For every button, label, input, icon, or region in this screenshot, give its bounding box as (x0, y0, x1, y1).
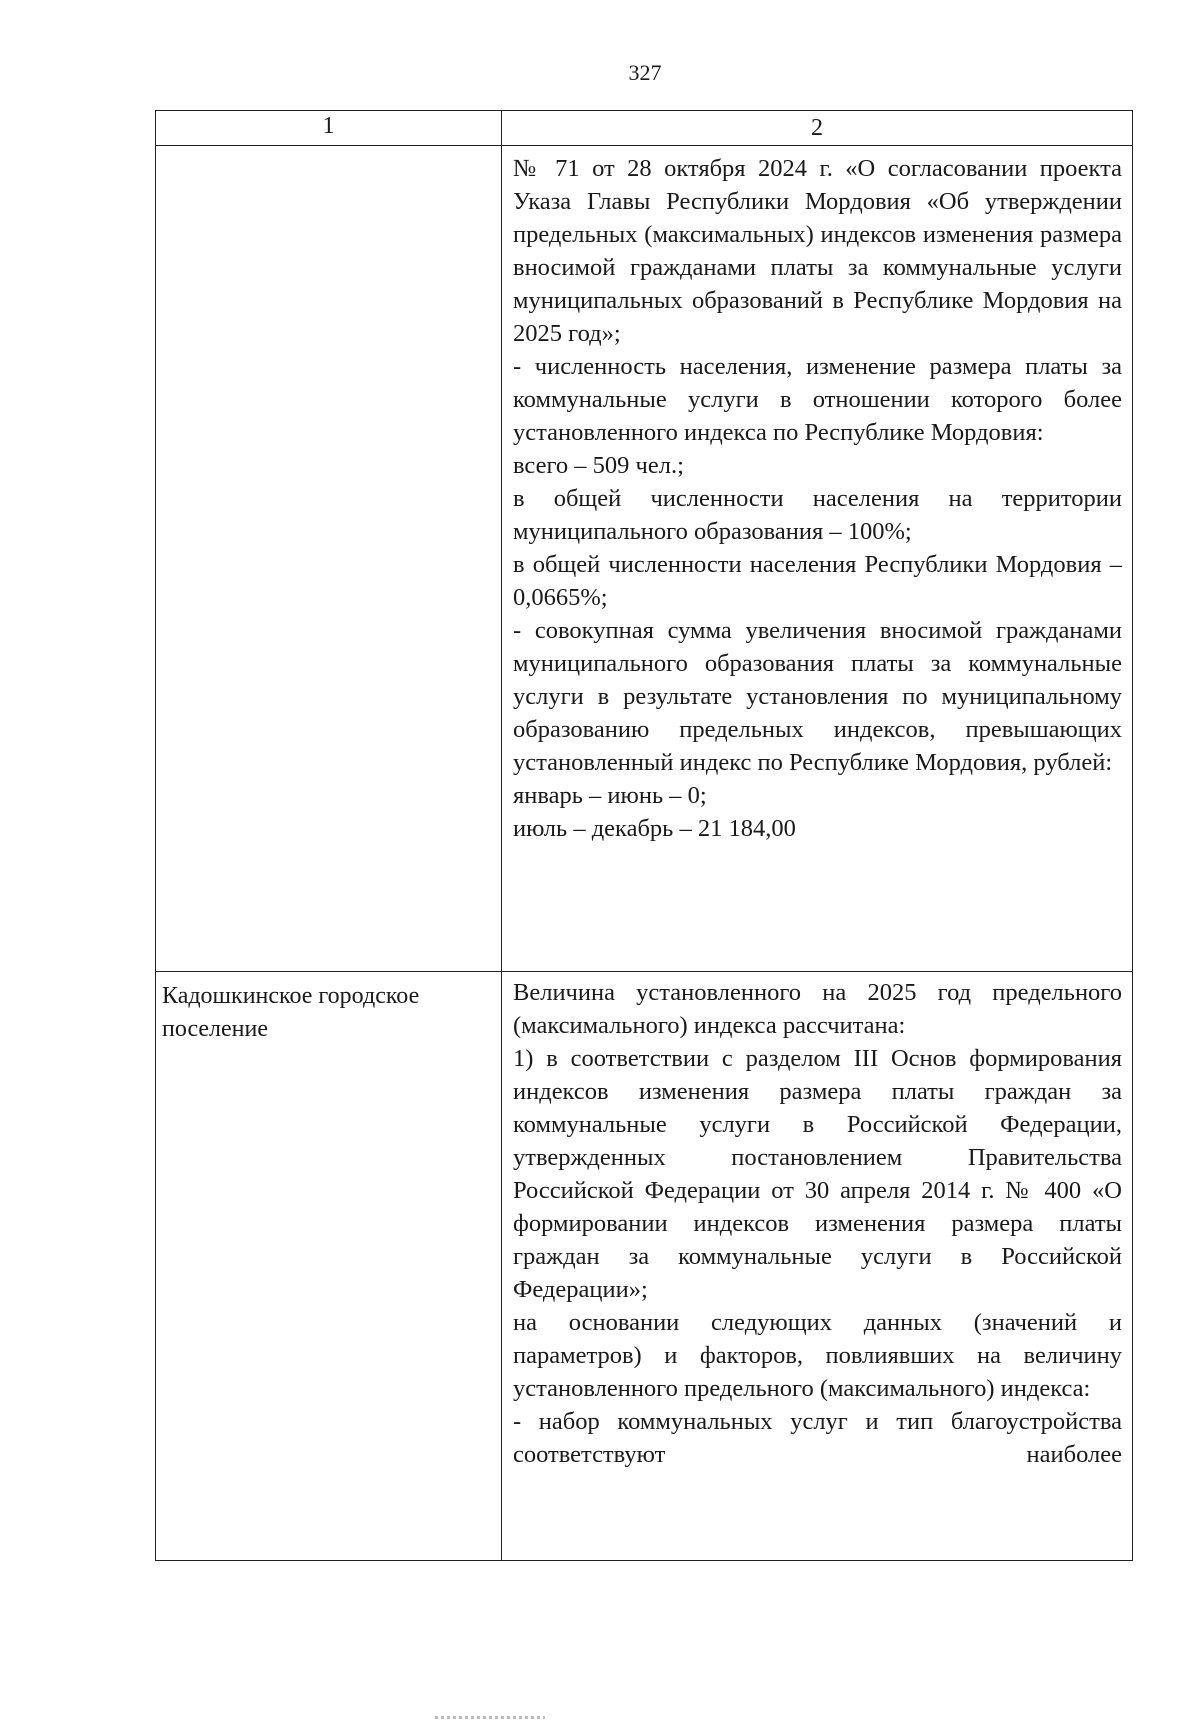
paragraph: № 71 от 28 октября 2024 г. «О согласовании проекта Указа Главы Республики Мордовия «Об утверждении предельных (максимальных) индексов изменения размера вносимой гражданами платы за коммунальные услуги муниципальных образований в Республике Мордовия на 2025 год»; (513, 155, 1122, 347)
column-header-2: 2 (811, 115, 823, 141)
paragraph: - набор коммунальных услуг и тип благоустройства соответствуют наиболее (513, 1408, 1122, 1468)
description-cell (502, 146, 1132, 971)
table-header-row (156, 111, 1132, 146)
municipality-cell (156, 146, 502, 971)
paragraph: на основании следующих данных (значений и параметров) и факторов, повлиявших на величину установленного предельного (максимального) индекса: (513, 1309, 1122, 1402)
document-table (155, 110, 1133, 1561)
paragraph: всего – 509 чел.; (513, 452, 684, 479)
paragraph: июль – декабрь – 21 184,00 (513, 815, 796, 842)
table-row (156, 972, 1132, 1560)
paragraph: Величина установленного на 2025 год предельного (максимального) индекса рассчитана: (513, 979, 1122, 1039)
paragraph: - численность населения, изменение размера платы за коммунальные услуги в отношении которого более установленного индекса по Республике Мордовия: (513, 353, 1122, 446)
paragraph: в общей численности населения на территории муниципального образования – 100%; (513, 485, 1122, 545)
table-row (156, 146, 1132, 972)
paragraph: 1) в соответствии с разделом III Основ формирования индексов изменения размера платы граждан за коммунальные услуги в Российской Федерации, утвержденных постановлением Правительства Российской Федерации от 30 апреля 2014 г. № 400 «О формировании индексов изменения размера платы граждан за коммунальные услуги в Российской Федерации»; (513, 1045, 1122, 1303)
page-number: 327 (628, 60, 662, 85)
paragraph: - совокупная сумма увеличения вносимой гражданами муниципального образования платы за коммунальные услуги в результате установления по муниципальному образованию предельных индексов, превышающих установленный индекс по Республике Мордовия, рублей: (513, 617, 1122, 776)
scan-edge-mark (435, 1716, 545, 1719)
paragraph: январь – июнь – 0; (513, 782, 707, 809)
paragraph: в общей численности населения Республики Мордовия – 0,0665%; (513, 551, 1122, 611)
municipality-cell: Кадошкинское городское поселение (156, 972, 502, 1560)
description-cell (502, 972, 1132, 1560)
column-header-1: 1 (156, 111, 502, 145)
